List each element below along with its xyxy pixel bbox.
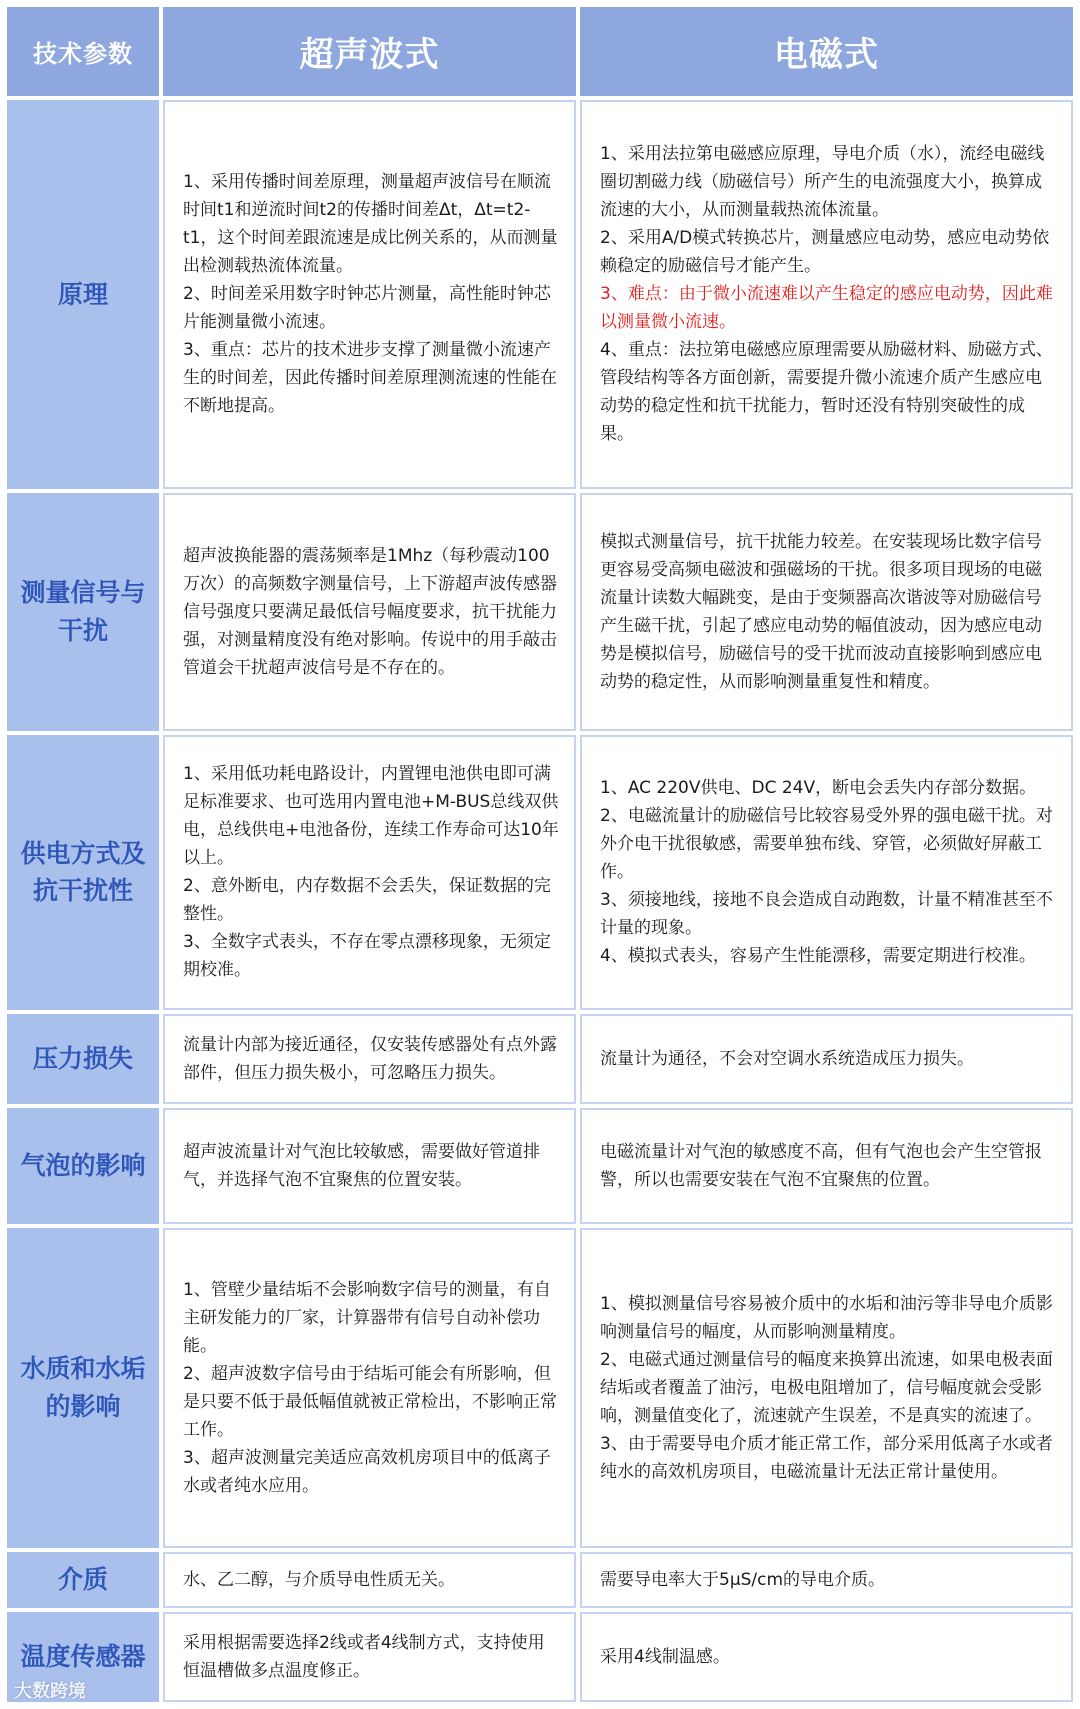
text-line: 流量计为通径，不会对空调水系统造成压力损失。 bbox=[600, 1048, 974, 1069]
row-label: 气泡的影响 bbox=[7, 1108, 159, 1224]
header-row bbox=[7, 7, 1073, 96]
text-line: 2、电磁流量计的励磁信号比较容易受外界的强电磁干扰。对外介电干扰很敏感，需要单独布线、穿管，必须做好屏蔽工作。 bbox=[600, 806, 1053, 883]
text-line: 需要导电率大于5μS/cm的导电介质。 bbox=[600, 1569, 886, 1590]
header-electromagnetic: 电磁式 bbox=[580, 7, 1073, 96]
cell-electromagnetic bbox=[580, 1612, 1073, 1702]
watermark: 大数跨境 bbox=[14, 1681, 86, 1702]
row-label: 水质和水垢的影响 bbox=[7, 1228, 159, 1548]
text-line: 3、全数字式表头，不存在零点漂移现象，无须定期校准。 bbox=[183, 932, 551, 981]
cell-ultrasonic bbox=[163, 1228, 576, 1548]
text-line: 2、电磁式通过测量信号的幅度来换算出流速，如果电极表面结垢或者覆盖了油污，电极电阻增加了，信号幅度就会受影响，测量值变化了，流速就产生误差，不是真实的流速了。 bbox=[600, 1349, 1053, 1426]
row-principle bbox=[7, 100, 1073, 489]
text-line: 3、由于需要导电介质才能正常工作，部分采用低离子水或者纯水的高效机房项目，电磁流量计无法正常计量使用。 bbox=[600, 1433, 1053, 1482]
highlight-line: 3、难点：由于微小流速难以产生稳定的感应电动势，因此难以测量微小流速。 bbox=[600, 284, 1053, 333]
text-line: 1、采用法拉第电磁感应原理，导电介质（水），流经电磁线圈切割磁力线（励磁信号）所产生的电流强度大小，换算成流速的大小，从而测量载热流体流量。 bbox=[600, 144, 1045, 221]
row-signal bbox=[7, 493, 1073, 731]
cell-ultrasonic bbox=[163, 1612, 576, 1702]
cell-ultrasonic bbox=[163, 735, 576, 1010]
text-line: 4、模拟式表头，容易产生性能漂移，需要定期进行校准。 bbox=[600, 946, 1036, 967]
text-line: 4、重点：法拉第电磁感应原理需要从励磁材料、励磁方式、管段结构等各方面创新，需要提升微小流速介质产生感应电动势的稳定性和抗干扰能力，暂时还没有特别突破性的成果。 bbox=[600, 340, 1053, 445]
cell-ultrasonic bbox=[163, 493, 576, 731]
cell-electromagnetic bbox=[580, 493, 1073, 731]
header-ultrasonic: 超声波式 bbox=[163, 7, 576, 96]
text-line: 3、须接地线，接地不良会造成自动跑数，计量不精准甚至不计量的现象。 bbox=[600, 890, 1053, 939]
text-line: 2、超声波数字信号由于结垢可能会有所影响，但是只要不低于最低幅值就被正常检出，不影响正常工作。 bbox=[183, 1363, 557, 1440]
header-param: 技术参数 bbox=[7, 7, 159, 96]
text-line: 1、采用低功耗电路设计，内置锂电池供电即可满足标准要求、也可选用内置电池+M-BUS总线双供电，总线供电+电池备份，连续工作寿命可达10年以上。 bbox=[183, 764, 559, 869]
text-line: 超声波流量计对气泡比较敏感，需要做好管道排气，并选择气泡不宜聚焦的位置安装。 bbox=[183, 1142, 540, 1191]
text-line: 超声波换能器的震荡频率是1Mhz（每秒震动100万次）的高频数字测量信号，上下游超声波传感器信号强度只要满足最低信号幅度要求，抗干扰能力强，对测量精度没有绝对影响。传说中的用手敲击管道会干扰超声波信号是不存在的。 bbox=[183, 545, 557, 678]
row-water-quality bbox=[7, 1228, 1073, 1548]
row-label: 供电方式及抗干扰性 bbox=[7, 735, 159, 1010]
text-line: 1、模拟测量信号容易被介质中的水垢和油污等非导电介质影响测量信号的幅度，从而影响测量精度。 bbox=[600, 1293, 1053, 1342]
text-line: 水、乙二醇，与介质导电性质无关。 bbox=[183, 1569, 455, 1590]
text-line: 模拟式测量信号，抗干扰能力较差。在安装现场比数字信号更容易受高频电磁波和强磁场的干扰。很多项目现场的电磁流量计读数大幅跳变，是由于变频器高次谐波等对励磁信号产生磁干扰，引起了感应电动势的幅值波动，因为感应电动势是模拟信号，励磁信号的受干扰而波动直接影响到感应电动势的稳定性，从而影响测量重复性和精度。 bbox=[600, 531, 1042, 692]
row-label: 压力损失 bbox=[7, 1014, 159, 1104]
text-line: 流量计内部为接近通径，仅安装传感器处有点外露部件，但压力损失极小，可忽略压力损失。 bbox=[183, 1034, 557, 1083]
row-power bbox=[7, 735, 1073, 1010]
cell-electromagnetic bbox=[580, 735, 1073, 1010]
comparison-table bbox=[3, 3, 1077, 1706]
cell-ultrasonic bbox=[163, 1552, 576, 1608]
text-line: 3、重点：芯片的技术进步支撑了测量微小流速产生的时间差，因此传播时间差原理测流速的性能在不断地提高。 bbox=[183, 340, 557, 417]
cell-electromagnetic bbox=[580, 1014, 1073, 1104]
text-line: 电磁流量计对气泡的敏感度不高，但有气泡也会产生空管报警，所以也需要安装在气泡不宜聚焦的位置。 bbox=[600, 1142, 1042, 1191]
text-line: 3、超声波测量完美适应高效机房项目中的低离子水或者纯水应用。 bbox=[183, 1447, 551, 1496]
row-label: 测量信号与干扰 bbox=[7, 493, 159, 731]
cell-electromagnetic bbox=[580, 1228, 1073, 1548]
cell-ultrasonic bbox=[163, 1014, 576, 1104]
row-pressure-loss bbox=[7, 1014, 1073, 1104]
row-bubbles bbox=[7, 1108, 1073, 1224]
row-label: 介质 bbox=[7, 1552, 159, 1608]
row-medium bbox=[7, 1552, 1073, 1608]
cell-electromagnetic bbox=[580, 1552, 1073, 1608]
row-temperature-sensor bbox=[7, 1612, 1073, 1702]
cell-electromagnetic bbox=[580, 100, 1073, 489]
row-label: 温度传感器 bbox=[7, 1612, 159, 1702]
text-line: 1、采用传播时间差原理，测量超声波信号在顺流时间t1和逆流时间t2的传播时间差Δt，Δt=t2-t1，这个时间差跟流速是成比例关系的，从而测量出检测载热流体流量。 bbox=[183, 172, 558, 277]
cell-ultrasonic bbox=[163, 1108, 576, 1224]
text-line: 2、时间差采用数字时钟芯片测量，高性能时钟芯片能测量微小流速。 bbox=[183, 284, 551, 333]
text-line: 1、AC 220V供电、DC 24V，断电会丢失内存部分数据。 bbox=[600, 778, 1037, 799]
text-line: 2、意外断电，内存数据不会丢失，保证数据的完整性。 bbox=[183, 876, 551, 925]
cell-ultrasonic bbox=[163, 100, 576, 489]
text-line: 2、采用A/D模式转换芯片，测量感应电动势，感应电动势依赖稳定的励磁信号才能产生。 bbox=[600, 228, 1050, 277]
row-label: 原理 bbox=[7, 100, 159, 489]
cell-electromagnetic bbox=[580, 1108, 1073, 1224]
text-line: 采用根据需要选择2线或者4线制方式，支持使用恒温槽做多点温度修正。 bbox=[183, 1632, 545, 1681]
text-line: 1、管壁少量结垢不会影响数字信号的测量，有自主研发能力的厂家，计算器带有信号自动补偿功能。 bbox=[183, 1279, 551, 1356]
text-line: 采用4线制温感。 bbox=[600, 1646, 730, 1667]
